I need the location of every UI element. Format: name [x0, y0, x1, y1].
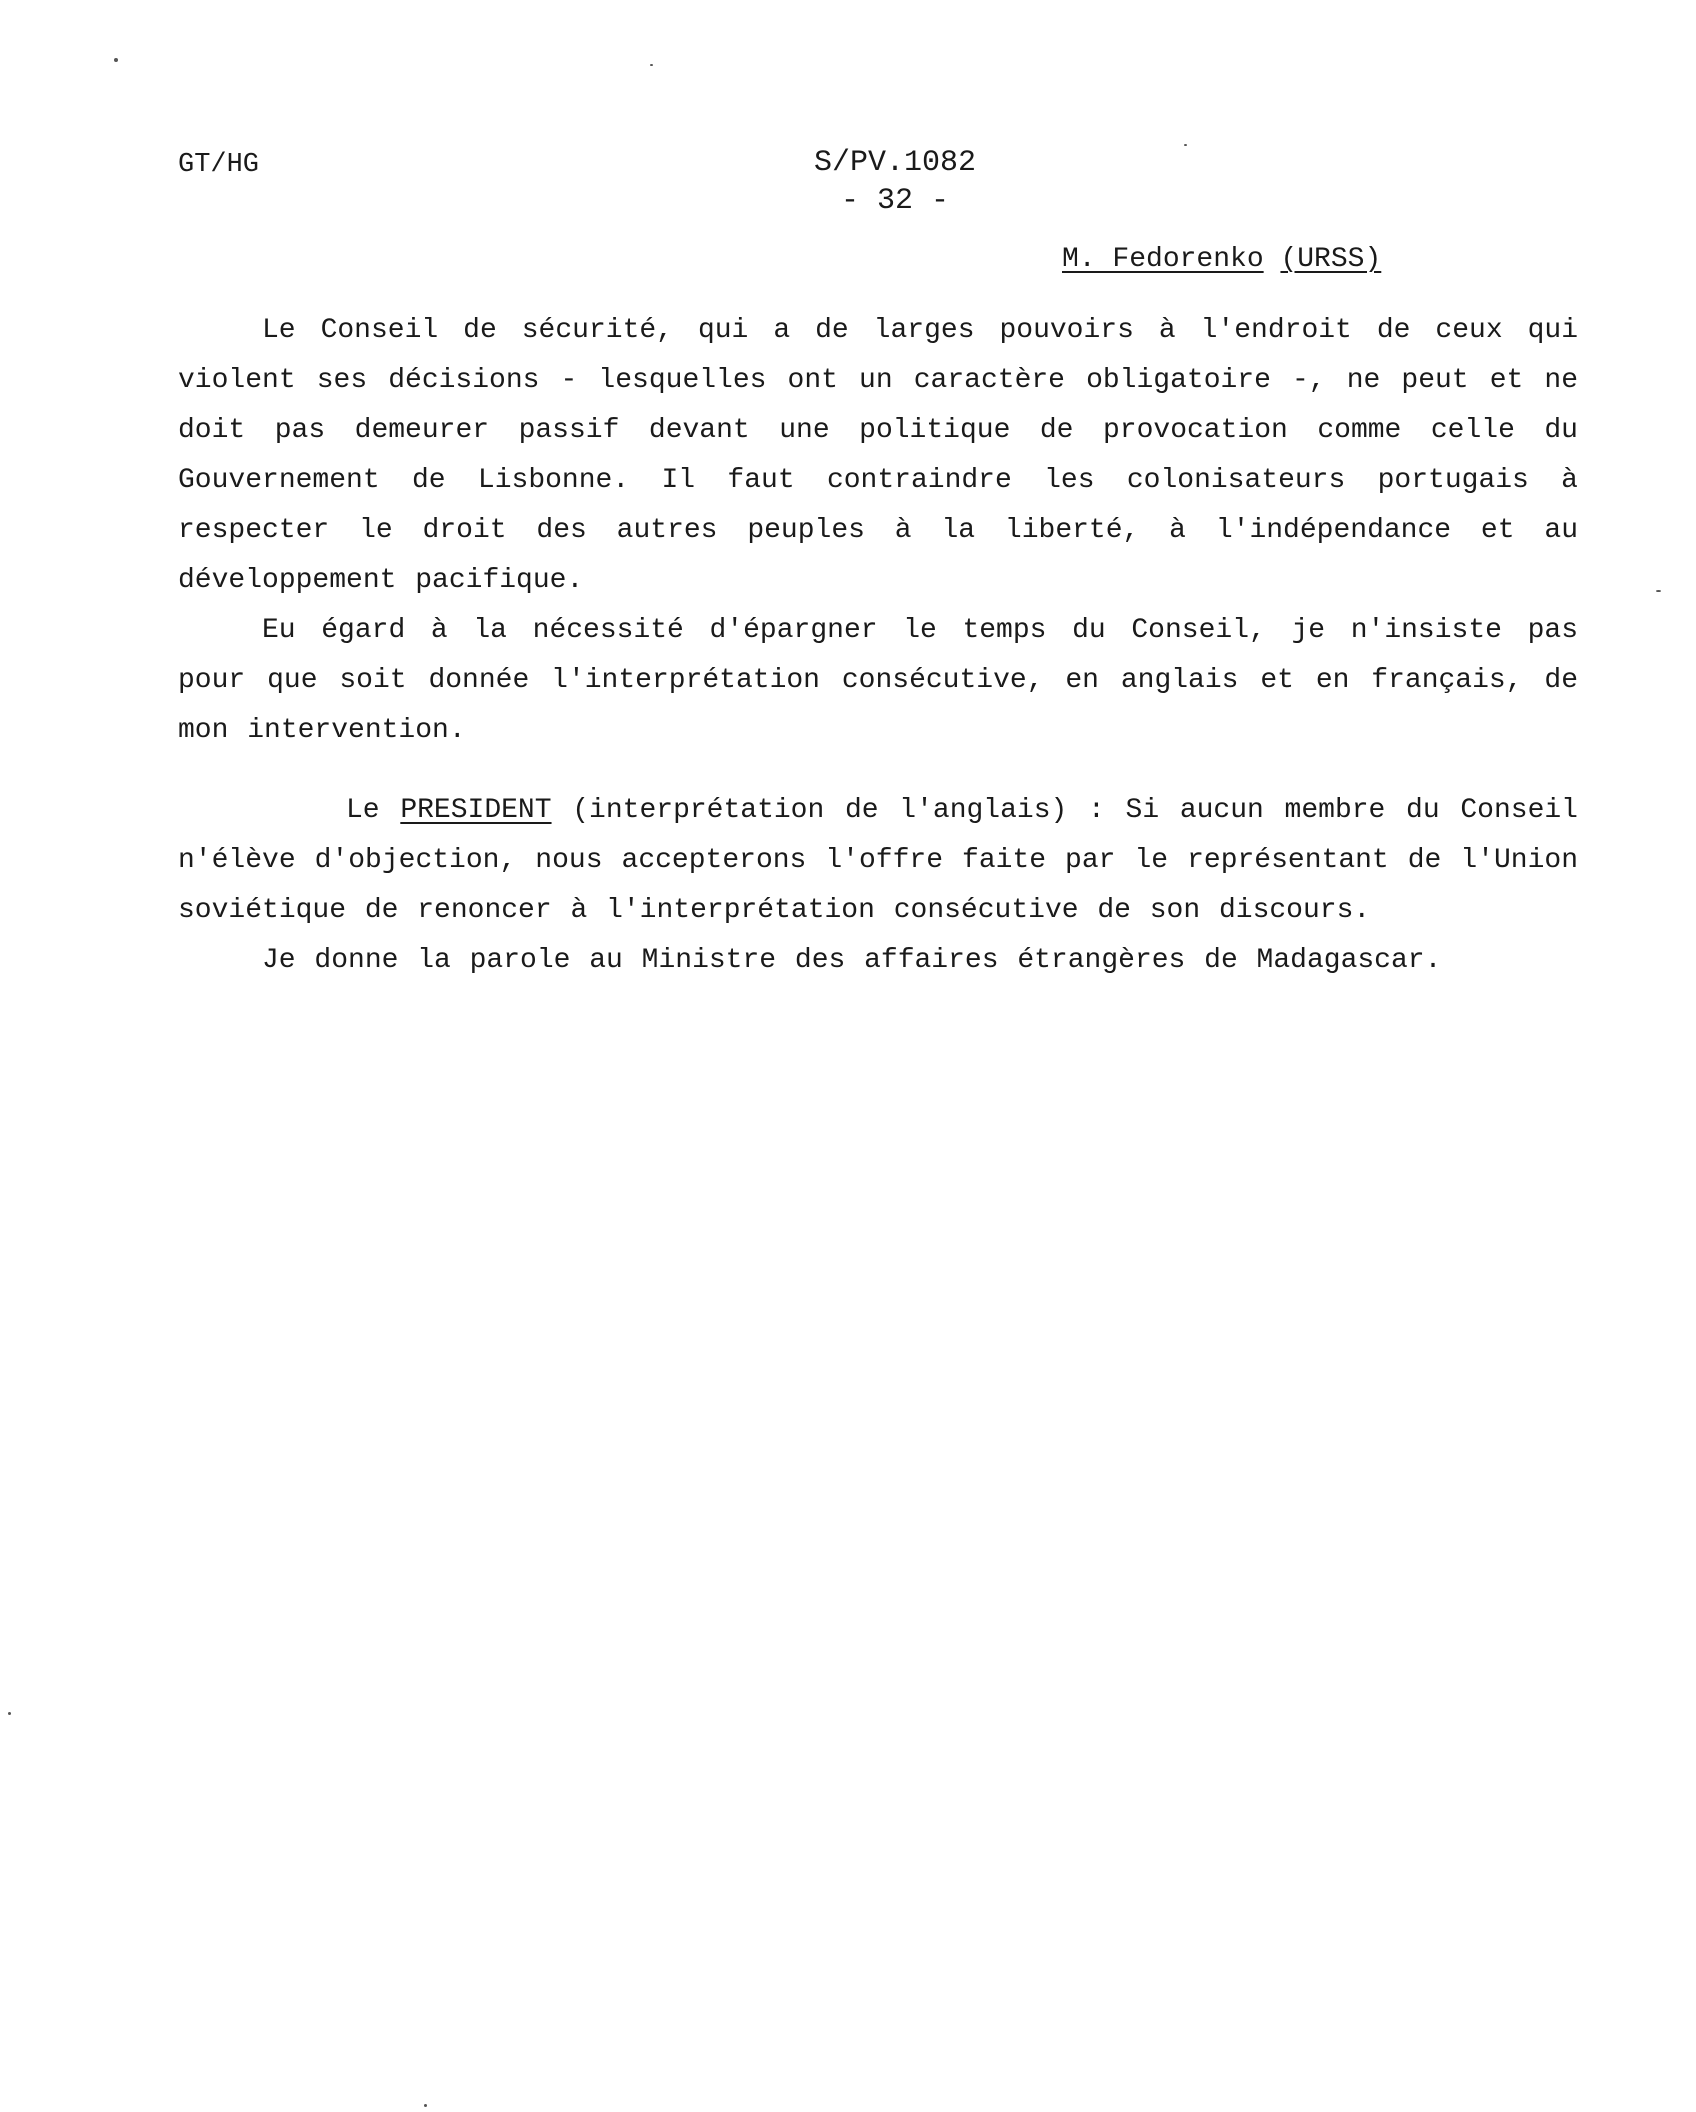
speaker-name: M. Fedorenko	[1062, 244, 1264, 275]
paragraph-2: Eu égard à la nécessité d'épargner le temps du Conseil, je n'insiste pas pour que soit donnée l'interprétation consécutive, en anglais et en français, de mon intervention.	[178, 615, 1578, 746]
scan-speck	[1184, 144, 1187, 146]
scan-speck	[114, 58, 118, 62]
document-body	[178, 306, 1578, 986]
scan-speck	[1656, 590, 1661, 592]
scan-speck	[424, 2104, 427, 2107]
paragraph-3	[178, 786, 1578, 936]
scan-speck	[650, 64, 653, 66]
scan-speck	[8, 1712, 11, 1715]
president-label: PRESIDENT	[400, 795, 552, 826]
document-reference: S/PV.1082	[813, 146, 977, 180]
document-header	[700, 144, 1090, 220]
paragraph-gap	[178, 756, 1578, 786]
speaker-heading	[1062, 244, 1381, 275]
paragraph-1: Le Conseil de sécurité, qui a de larges pouvoirs à l'endroit de ceux qui violent ses décisions - lesquelles ont un caractère obligatoire -, ne peut et ne doit pas demeurer passif devant une politique de provocation comme celle du Gouvernement de Lisbonne. Il faut contraindre les colonisateurs portugais à respecter le droit des autres peuples à la liberté, à l'indépendance et au développement pacifique.	[178, 315, 1578, 596]
paragraph-3-text: (interprétation de l'anglais) : Si aucun membre du Conseil n'élève d'objection, nous accepterons l'offre faite par le représentant de l'Union soviétique de renoncer à l'interprétation consécutive de son discours.	[178, 795, 1578, 926]
document-code: GT/HG	[178, 150, 260, 180]
paragraph-4: Je donne la parole au Ministre des affaires étrangères de Madagascar.	[262, 945, 1442, 976]
page-number: - 32 -	[840, 184, 950, 218]
speaker-country: (URSS)	[1280, 244, 1382, 275]
paragraph-3-prefix: Le	[346, 795, 401, 826]
